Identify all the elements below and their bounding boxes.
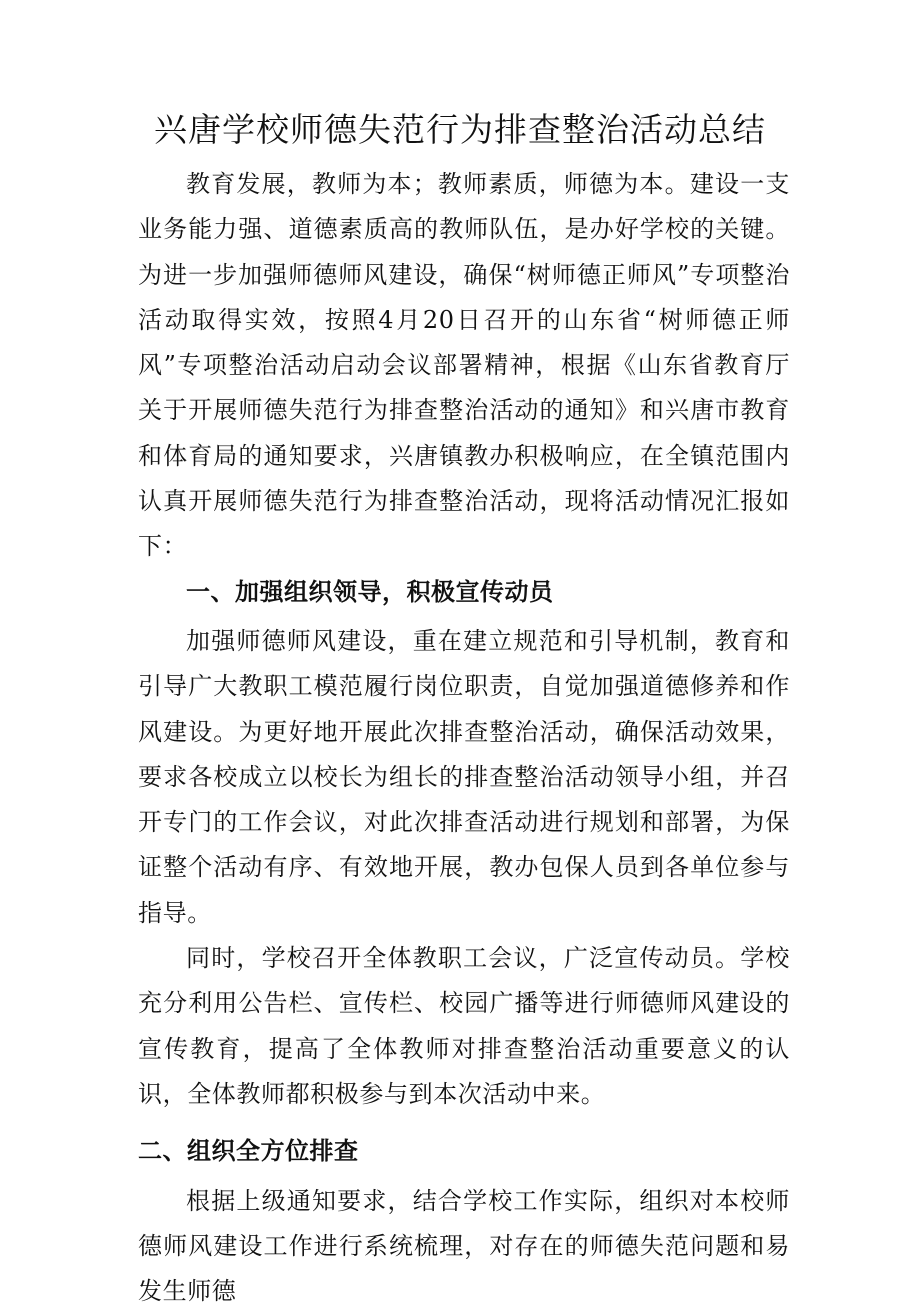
document-title: 兴唐学校师德失范行为排查整治活动总结	[154, 110, 766, 149]
section-heading-2: 二、组织全方位排查	[138, 1137, 359, 1166]
section-1-paragraph-2: 同时，学校召开全体教职工会议，广泛宣传动员。学校充分利用公告栏、宣传栏、校园广播等进行师德师风建设的宣传教育，提高了全体教师对排查整治活动重要意义的认识，全体教师都积极参与到本次活动中来。	[138, 944, 790, 1108]
section-2-paragraph-1: 根据上级通知要求，结合学校工作实际，组织对本校师德师风建设工作进行系统梳理，对存在的师德失范问题和易发生师德	[138, 1186, 790, 1306]
document-body	[138, 162, 790, 1314]
section-heading-1: 一、加强组织领导，积极宣传动员	[186, 577, 554, 606]
section-1-paragraph-1: 加强师德师风建设，重在建立规范和引导机制，教育和引导广大教职工模范履行岗位职责，自觉加强道德修养和作风建设。为更好地开展此次排查整治活动，确保活动效果，要求各校成立以校长为组长的排查整治活动领导小组，并召开专门的工作会议，对此次排查活动进行规划和部署，为保证整个活动有序、有效地开展，教办包保人员到各单位参与指导。	[138, 626, 790, 927]
intro-paragraph: 教育发展，教师为本；教师素质，师德为本。建设一支业务能力强、道德素质高的教师队伍，是办好学校的关键。为进一步加强师德师风建设，确保“树师德正师风”专项整治活动取得实效，按照4月20日召开的山东省“树师德正师风”专项整治活动启动会议部署精神，根据《山东省教育厅关于开展师德失范行为排查整治活动的通知》和兴唐市教育和体育局的通知要求，兴唐镇教办积极响应，在全镇范围内认真开展师德失范行为排查整治活动，现将活动情况汇报如下：	[138, 170, 790, 561]
